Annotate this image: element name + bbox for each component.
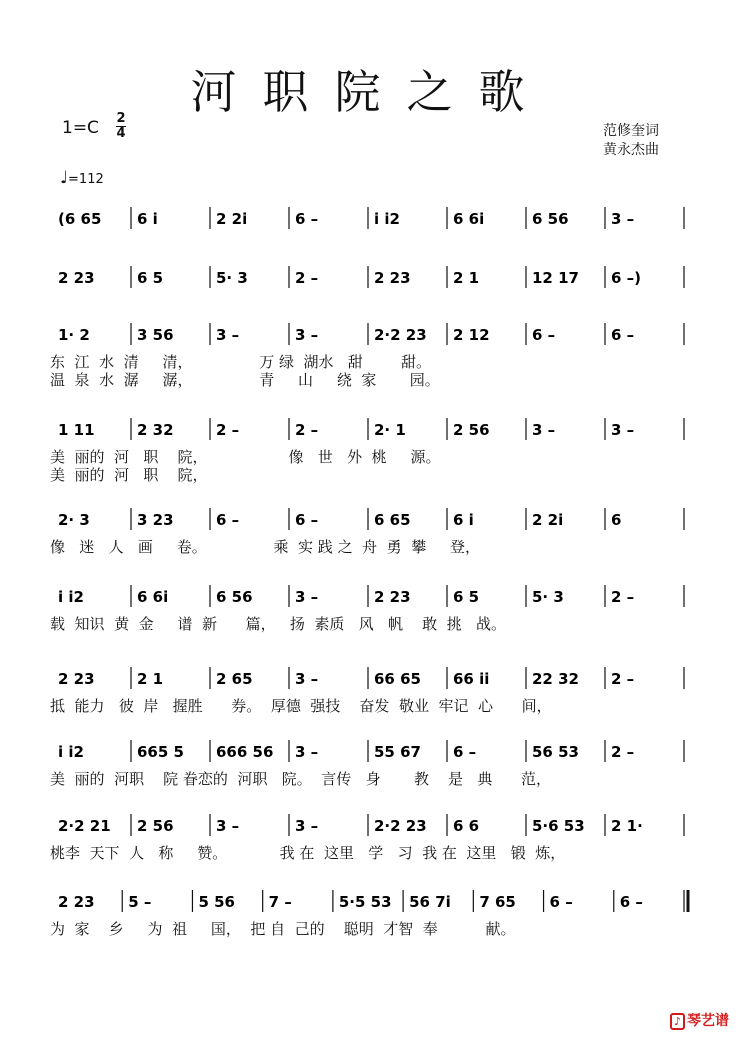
- measure-10-4: 7 –: [268, 893, 292, 911]
- lyric-line: 温 泉 水 潺 潺， 青 山 绕 家 园。: [50, 371, 440, 389]
- measure-8-8: 2 –: [611, 743, 635, 761]
- measure-3-6: 2 12: [453, 326, 490, 344]
- lyric-line: 载 知识 黄 金 谱 新 篇， 扬 素质 风 帆 敢 挑 战。: [50, 615, 506, 633]
- measure-4-7: 3 –: [532, 421, 556, 439]
- measure-9-1: 2·2 21: [58, 817, 111, 835]
- time-sig-bottom: 4: [116, 126, 126, 141]
- measure-5-2: 3 23: [137, 511, 174, 529]
- measure-10-8: 6 –: [549, 893, 573, 911]
- measure-4-6: 2 56: [453, 421, 490, 439]
- measure-4-3: 2 –: [216, 421, 240, 439]
- measure-9-8: 2 1·: [611, 817, 643, 835]
- measure-10-9: 6 –: [619, 893, 643, 911]
- measure-8-2: 665 5: [137, 743, 184, 761]
- measure-2-5: 2 23: [374, 269, 411, 287]
- lyric-line: 抵 能力 彼 岸 握胜 券。 厚德 强技 奋发 敬业 牢记 心 间，: [50, 697, 552, 715]
- measure-8-4: 3 –: [295, 743, 319, 761]
- measure-8-3: 666 56: [216, 743, 274, 761]
- measure-3-5: 2·2 23: [374, 326, 427, 344]
- measure-4-8: 3 –: [611, 421, 635, 439]
- measure-3-7: 6 –: [532, 326, 556, 344]
- lyric-line: 东 江 水 清 清， 万 绿 湖水 甜 甜。: [50, 353, 431, 371]
- measure-7-3: 2 65: [216, 670, 253, 688]
- tempo-value: =112: [68, 172, 104, 187]
- logo-text: 琴艺谱: [687, 1013, 729, 1029]
- measure-1-4: 6 –: [295, 210, 319, 228]
- measure-6-5: 2 23: [374, 588, 411, 606]
- measure-9-5: 2·2 23: [374, 817, 427, 835]
- lyric-line: 美 丽的 河职 院 眷恋的 河职 院。 言传 身 教 是 典 范，: [50, 770, 551, 788]
- measure-2-4: 2 –: [295, 269, 319, 287]
- measure-2-8: 6 –): [611, 269, 642, 287]
- time-sig-top: 2: [116, 111, 126, 126]
- measure-1-3: 2 2i: [216, 210, 248, 228]
- key-signature: 1=C: [62, 118, 99, 138]
- measure-1-8: 3 –: [611, 210, 635, 228]
- measure-5-8: 6: [611, 511, 622, 529]
- measure-5-1: 2· 3: [58, 511, 90, 529]
- measure-2-6: 2 1: [453, 269, 480, 287]
- measure-9-2: 2 56: [137, 817, 174, 835]
- measure-1-2: 6 i: [137, 210, 158, 228]
- lyricist: 范修奎词: [603, 123, 659, 139]
- site-logo: [670, 1010, 729, 1030]
- measure-5-4: 6 –: [295, 511, 319, 529]
- measure-2-1: 2 23: [58, 269, 95, 287]
- measure-1-6: 6 6i: [453, 210, 485, 228]
- measure-6-1: i i2: [58, 588, 84, 606]
- measure-8-6: 6 –: [453, 743, 477, 761]
- measure-7-1: 2 23: [58, 670, 95, 688]
- song-title: 河职院之歌: [190, 65, 551, 119]
- lyric-line: 美 丽的 河 职 院， 像 世 外 桃 源。: [50, 448, 441, 466]
- measure-6-7: 5· 3: [532, 588, 564, 606]
- measure-6-6: 6 5: [453, 588, 480, 606]
- measure-2-2: 6 5: [137, 269, 164, 287]
- measure-3-8: 6 –: [611, 326, 635, 344]
- measure-10-5: 5·5 53: [338, 893, 392, 911]
- measure-9-3: 3 –: [216, 817, 240, 835]
- measure-9-7: 5·6 53: [532, 817, 585, 835]
- measure-9-4: 3 –: [295, 817, 319, 835]
- measure-1-7: 6 56: [532, 210, 569, 228]
- measure-6-4: 3 –: [295, 588, 319, 606]
- measure-8-1: i i2: [58, 743, 84, 761]
- measure-10-6: 56 7i: [409, 893, 451, 911]
- quarter-note-icon: ♩: [60, 168, 69, 188]
- measure-10-1: 2 23: [58, 893, 95, 911]
- measure-7-5: 66 65: [374, 670, 421, 688]
- measure-7-6: 66 ii: [453, 670, 490, 688]
- lyric-line: 像 迷 人 画 卷。 乘 实 践 之 舟 勇 攀 登，: [50, 538, 481, 556]
- composer: 黄永杰曲: [603, 142, 659, 158]
- measure-8-7: 56 53: [532, 743, 579, 761]
- measure-5-3: 6 –: [216, 511, 240, 529]
- measure-7-8: 2 –: [611, 670, 635, 688]
- measure-4-1: 1 11: [58, 421, 95, 439]
- measure-5-5: 6 65: [374, 511, 411, 529]
- measure-4-4: 2 –: [295, 421, 319, 439]
- measure-10-3: 5 56: [198, 893, 235, 911]
- measure-2-7: 12 17: [532, 269, 579, 287]
- measure-5-6: 6 i: [453, 511, 474, 529]
- lyric-line: 桃李 天下 人 称 赞。 我 在 这里 学 习 我 在 这里 锻 炼，: [50, 844, 566, 862]
- measure-7-2: 2 1: [137, 670, 164, 688]
- measure-5-7: 2 2i: [532, 511, 564, 529]
- measure-3-3: 3 –: [216, 326, 240, 344]
- measure-9-6: 6 6: [453, 817, 480, 835]
- measure-6-8: 2 –: [611, 588, 635, 606]
- measure-3-1: 1· 2: [58, 326, 90, 344]
- measure-6-2: 6 6i: [137, 588, 169, 606]
- measure-7-7: 22 32: [532, 670, 579, 688]
- measure-1-1: (6 65: [58, 210, 102, 228]
- measure-4-2: 2 32: [137, 421, 174, 439]
- lyric-line: 为 家 乡 为 祖 国， 把 自 己的 聪明 才智 奉 献。: [50, 920, 516, 938]
- measure-3-4: 3 –: [295, 326, 319, 344]
- logo-mark-icon: ♪: [670, 1013, 685, 1030]
- measure-4-5: 2· 1: [374, 421, 406, 439]
- lyric-line: 美 丽的 河 职 院，: [50, 466, 208, 484]
- measure-2-3: 5· 3: [216, 269, 248, 287]
- measure-8-5: 55 67: [374, 743, 421, 761]
- measure-1-5: i i2: [374, 210, 400, 228]
- measure-3-2: 3 56: [137, 326, 174, 344]
- measure-7-4: 3 –: [295, 670, 319, 688]
- measure-6-3: 6 56: [216, 588, 253, 606]
- measure-10-7: 7 65: [479, 893, 516, 911]
- measure-10-2: 5 –: [128, 893, 152, 911]
